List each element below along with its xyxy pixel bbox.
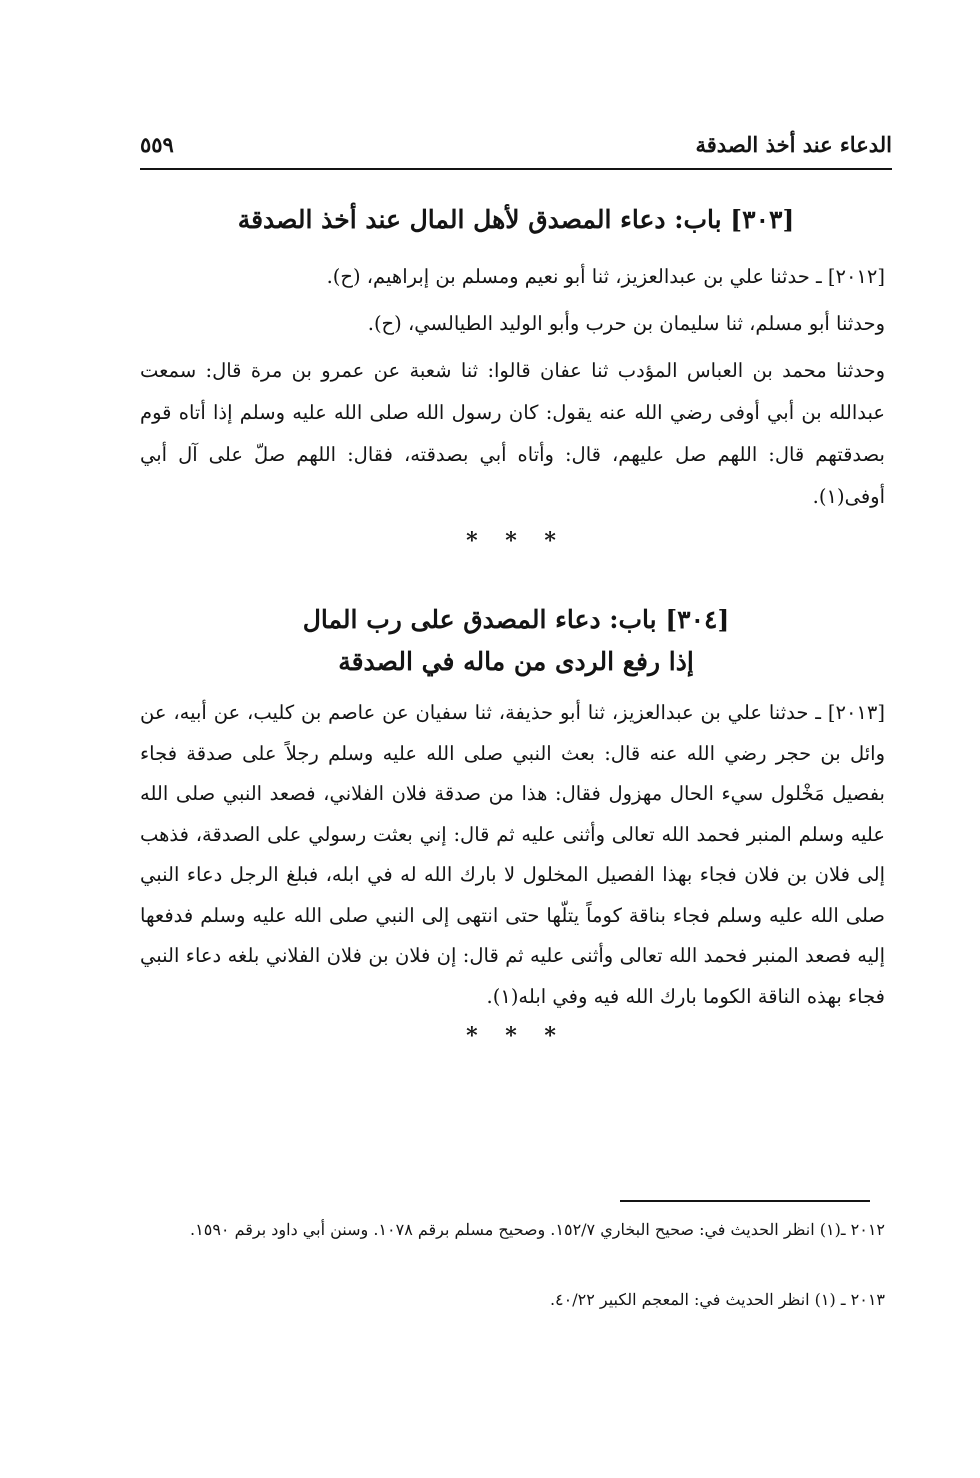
hadith-2012-text: وحدثنا محمد بن العباس المؤدب ثنا عفان قالوا: ثنا شعبة عن عمرو بن مرة قال: سمعت عبدالله بن أبي أوفى رضي الله عنه يقول: كان رسول الله صلى الله عليه وسلم إذا أتاه قوم بصدقتهم قال: اللهم صل عليهم، قال: وأتاه أبي بصدقته، فقال: اللهم صلّ على آل أبي أوفى(١). xyxy=(140,359,885,508)
section-separator: * * * xyxy=(466,1023,566,1049)
chapter-heading-303: [٣٠٣] باب: دعاء المصدق لأهل المال عند أخذ الصدقة xyxy=(237,205,795,234)
section-separator: * * * xyxy=(466,528,566,554)
running-title: الدعاء عند أخذ الصدقة xyxy=(695,132,892,157)
footnote-2013: ٢٠١٣ ـ (١) انظر الحديث في: المعجم الكبير ٤٠/٢٢. xyxy=(549,1290,885,1309)
chapter-heading-304-line-2: إذا رفع الردى من ماله في الصدقة xyxy=(338,647,694,676)
hadith-2012-isnad-1: [٢٠١٢] ـ حدثنا علي بن عبدالعزيز، ثنا أبو نعيم ومسلم بن إبراهيم، (ح). xyxy=(326,265,885,288)
hadith-2013-text: [٢٠١٣] ـ حدثنا علي بن عبدالعزيز، ثنا أبو حذيفة، ثنا سفيان عن عاصم بن كليب، عن أبيه، عن وائل بن حجر رضي الله عنه قال: بعث النبي صلى الله عليه وسلم رجلاً على صدقة فجاء بفصيل مَخْلول سيء الحال مهزول فقال: هذا من صدقة فلان الفلاني، فصعد النبي صلى الله عليه وسلم المنبر فحمد الله تعالى وأثنى عليه ثم قال: إني بعثت رسولي على الصدقة، فذهب إلى فلان بن فلان فجاء بهذا الفصيل المخلول لا بارك الله له في ابله، فبلغ الرجل دعاء النبي صلى الله عليه وسلم فجاء بناقة كوماً يتلّها حتى انتهى إلى النبي صلى الله عليه وسلم فدفعها إليه فصعد المنبر فحمد الله تعالى وأثنى عليه ثم قال: إن فلان بن فلان الفلاني بلغه دعاء النبي فجاء بهذه الناقة الكوما بارك الله فيه وفي ابله(١). xyxy=(140,701,885,1008)
hadith-2012-isnad-2: وحدثنا أبو مسلم، ثنا سليمان بن حرب وأبو الوليد الطيالسي، (ح). xyxy=(367,312,885,335)
page-number: ٥٥٩ xyxy=(140,132,174,157)
running-header xyxy=(140,128,892,170)
footnote-2012: ٢٠١٢ ـ(١) انظر الحديث في: صحيح البخاري ١٥٢/٧. وصحيح مسلم برقم ١٠٧٨. وسنن أبي داود برقم ١٥٩٠. xyxy=(190,1220,885,1239)
footnote-rule xyxy=(620,1200,870,1202)
chapter-heading-304-line-1: [٣٠٤] باب: دعاء المصدق على رب المال xyxy=(302,605,730,634)
